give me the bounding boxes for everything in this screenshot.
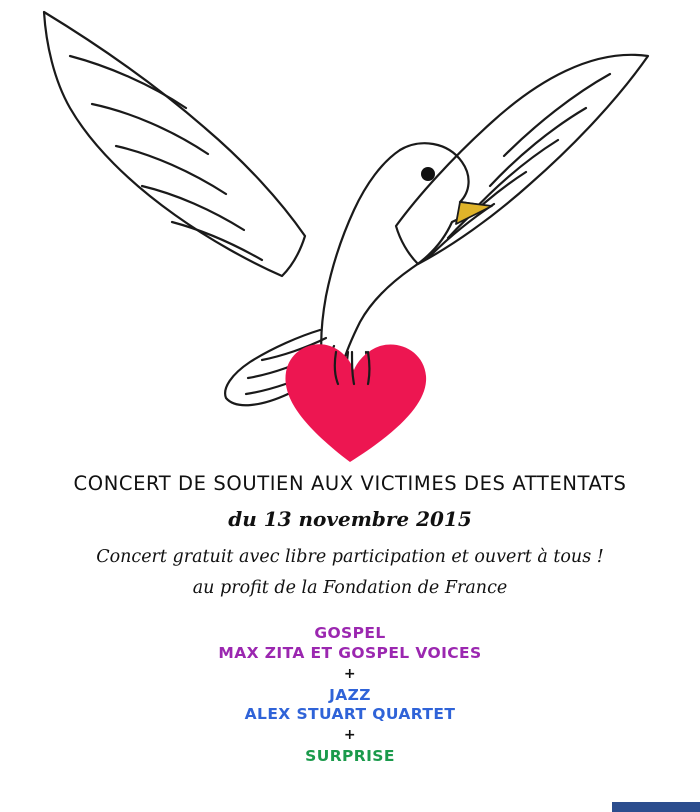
beneficiary-note: au profit de la Fondation de France [192,578,508,598]
event-date: du 13 novembre 2015 [228,507,472,531]
lineup-artist-gospel: MAX ZITA ET GOSPEL VOICES [218,643,482,662]
lineup-separator-1: + [343,665,357,682]
lineup-artist-jazz: ALEX STUART QUARTET [244,705,456,724]
page-title: CONCERT DE SOUTIEN AUX VICTIMES DES ATTENTATS [73,472,627,495]
lineup-list [0,624,700,767]
lineup-genre-jazz: JAZZ [329,685,371,704]
lineup-separator-2: + [343,727,357,744]
admission-note: Concert gratuit avec libre participation et ouvert à tous ! [96,547,604,567]
lineup-genre-surprise: SURPRISE [305,747,395,766]
poster-text-block [0,472,700,767]
bottom-right-color-bar [612,802,700,812]
lineup-genre-gospel: GOSPEL [314,624,386,642]
